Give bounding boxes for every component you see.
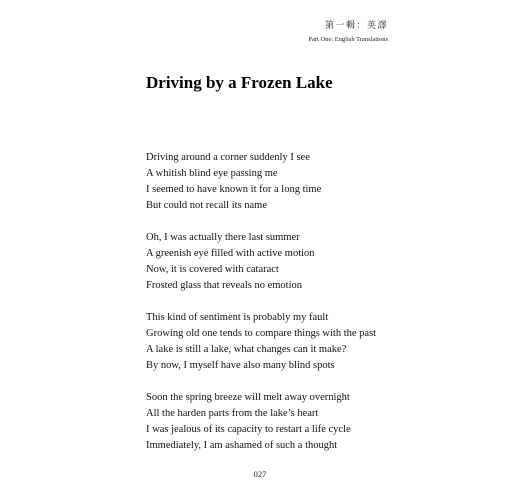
poem-line: I was jealous of its capacity to restart a life cycle (146, 424, 351, 435)
stanza-3 (146, 310, 376, 374)
running-head-english: Part One: English Translations (308, 36, 388, 43)
page-number: 027 (253, 469, 267, 479)
stanza-2 (146, 230, 376, 294)
stanza-4 (146, 390, 376, 454)
poem-body (146, 150, 376, 470)
running-head-chinese: 第一輯：英譯 (324, 21, 388, 31)
poem-line: All the harden parts from the lake’s heart (146, 408, 319, 419)
poem-line: But could not recall its name (146, 200, 268, 211)
poem-line: A lake is still a lake, what changes can it make? (146, 344, 347, 355)
running-head (308, 20, 388, 45)
poem-line: Soon the spring breeze will melt away overnight (146, 392, 350, 403)
stanza-1 (146, 150, 376, 214)
poem-line: Oh, I was actually there last summer (146, 232, 300, 243)
poem-line: A greenish eye filled with active motion (146, 248, 315, 259)
poem-line: Immediately, I am ashamed of such a thought (146, 440, 338, 451)
poem-line: By now, I myself have also many blind spots (146, 360, 335, 371)
poem-line: Now, it is covered with cataract (146, 264, 279, 275)
poem-title: Driving by a Frozen Lake (146, 73, 333, 92)
poem-line: Driving around a corner suddenly I see (146, 152, 310, 163)
poem-line: This kind of sentiment is probably my fault (146, 312, 329, 323)
poem-line: I seemed to have known it for a long time (146, 184, 322, 195)
poem-line: Growing old one tends to compare things with the past (146, 328, 377, 339)
poem-line: A whitish blind eye passing me (146, 168, 278, 179)
poem-line: Frosted glass that reveals no emotion (146, 280, 303, 291)
